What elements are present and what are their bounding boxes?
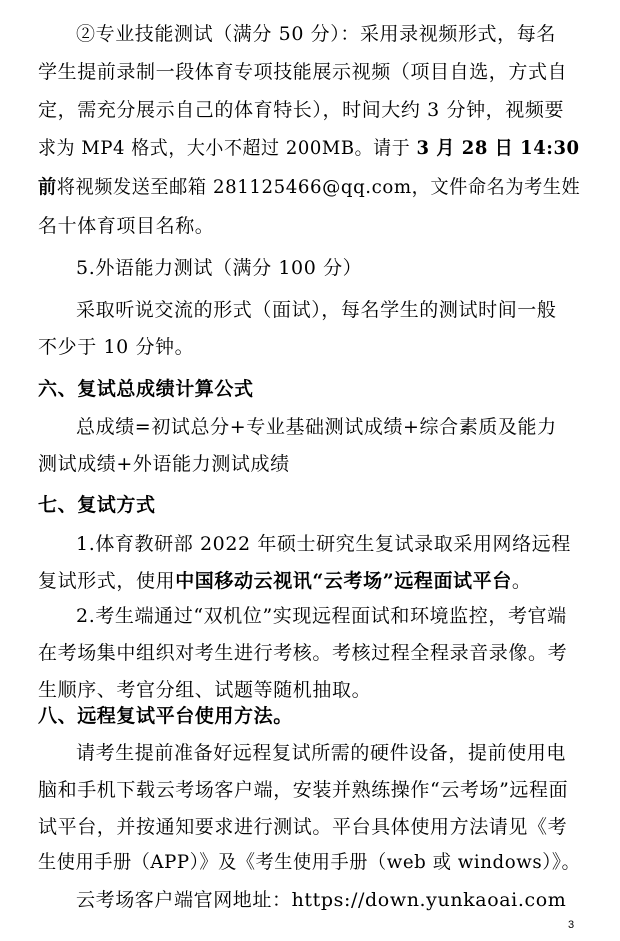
text-line	[38, 135, 580, 161]
text-line	[38, 97, 564, 123]
text-line	[38, 703, 293, 729]
text-line	[38, 334, 194, 360]
bold-text: 前	[38, 176, 57, 198]
text-line	[76, 887, 566, 913]
text-line	[76, 603, 567, 629]
text-segment: 脑和手机下载云考场客户端，安装并熟练操作“云考场”远程面	[38, 779, 569, 801]
text-segment: 试平台，并按通知要求进行测试。平台具体使用方法请见《考	[38, 816, 568, 838]
text-segment: 请考生提前准备好远程复试所需的硬件设备，提前使用电	[76, 742, 567, 764]
text-segment: 测试成绩+外语能力测试成绩	[38, 453, 290, 475]
text-segment: 名十体育项目名称。	[38, 215, 215, 237]
text-segment: 。	[511, 570, 532, 592]
text-segment: 在考场集中组织对考生进行考核。考核过程全程录音录像。考	[38, 642, 568, 664]
text-line	[76, 297, 557, 323]
bold-text: 七、复试方式	[38, 494, 156, 516]
text-line	[38, 451, 290, 477]
text-segment: 不少于 10 分钟。	[38, 336, 195, 358]
text-line	[38, 213, 214, 239]
text-line	[38, 849, 580, 875]
text-segment: 1.体育教研部 2022 年硕士研究生复试录取采用网络远程	[76, 533, 571, 555]
text-line	[38, 777, 568, 803]
text-segment: 云考场客户端官网地址：https://down.yunkaoai.com	[76, 889, 567, 911]
text-line	[38, 640, 567, 666]
text-segment: 定，需充分展示自己的体育特长），时间大约 3 分钟，视频要	[38, 99, 565, 121]
bold-text: 六、复试总成绩计算公式	[38, 378, 254, 400]
text-segment: ②专业技能测试（满分 50 分）：采用录视频形式，每名	[76, 23, 556, 45]
text-segment: 复试形式，使用	[38, 570, 176, 592]
text-segment: 生顺序、考官分组、试题等随机抽取。	[38, 679, 372, 701]
text-line	[38, 174, 580, 200]
text-line	[38, 677, 371, 703]
bold-text: 中国移动云视讯“云考场”远程面试平台	[175, 570, 512, 592]
text-line	[76, 21, 556, 47]
text-line	[38, 568, 531, 594]
text-segment: 将视频发送至邮箱 281125466@qq.com，文件命名为考生姓	[56, 176, 581, 198]
text-line	[76, 531, 571, 557]
text-line	[38, 59, 567, 85]
text-segment: 采取听说交流的形式（面试），每名学生的测试时间一般	[76, 299, 557, 321]
text-line	[38, 814, 567, 840]
text-segment: 总成绩=初试总分+专业基础测试成绩+综合素质及能力	[76, 416, 557, 438]
text-segment: 生使用手册（APP）》及《考生使用手册（web 或 windows）》。	[38, 851, 581, 873]
bold-text: 八、远程复试平台使用方法。	[38, 705, 293, 727]
text-line	[76, 255, 362, 281]
page-number: 3	[568, 919, 575, 931]
text-segment: 学生提前录制一段体育专项技能展示视频（项目自选，方式自	[38, 61, 568, 83]
text-line	[76, 414, 557, 440]
text-line	[38, 492, 156, 518]
text-segment: 求为 MP4 格式，大小不超过 200MB。请于	[38, 137, 417, 159]
text-line	[38, 376, 254, 402]
text-segment: 2.考生端通过“双机位”实现远程面试和环境监控，考官端	[76, 605, 567, 627]
bold-text: 3 月 28 日 14:30	[416, 137, 580, 159]
text-line	[76, 740, 566, 766]
text-segment: 5.外语能力测试（满分 100 分）	[76, 257, 363, 279]
